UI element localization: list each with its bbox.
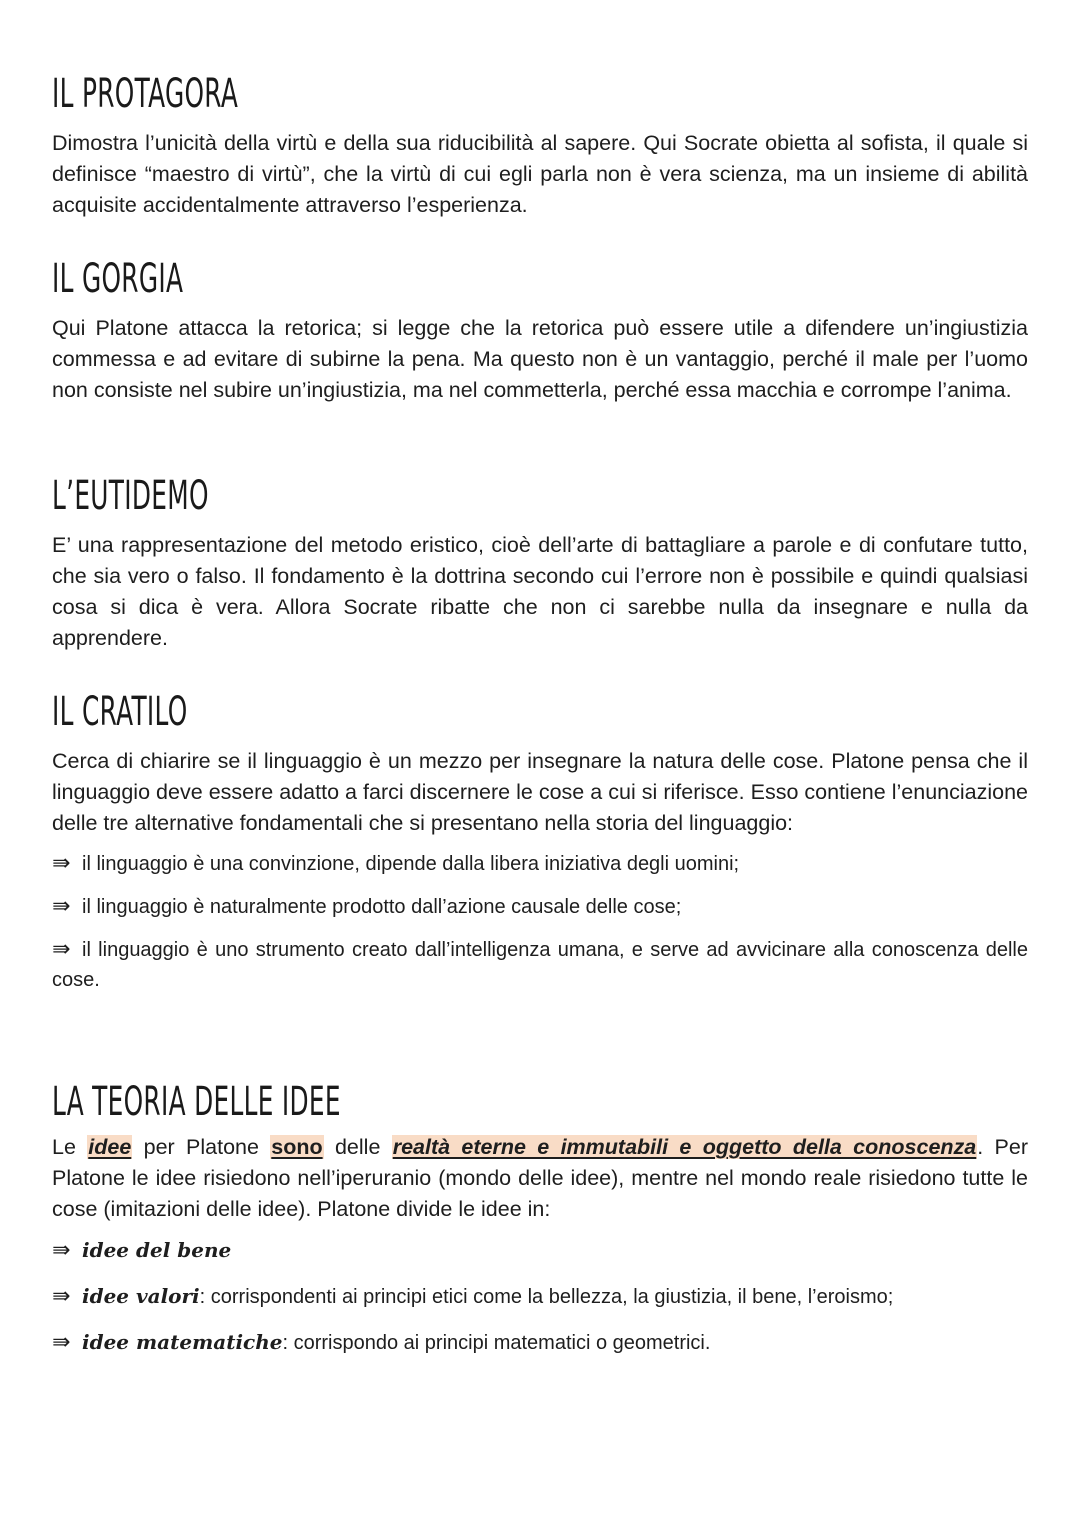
- list-item-text: il linguaggio è uno strumento creato dall’intelligenza umana, e serve ad avvicinare alla conoscenza delle cose.: [52, 939, 1028, 991]
- list-item: [52, 935, 1028, 995]
- double-arrow-icon: ⇛: [52, 851, 71, 876]
- section-title: IL CRATILO: [52, 689, 188, 735]
- double-arrow-icon: ⇛: [52, 937, 71, 962]
- highlight-sono: sono: [271, 1135, 323, 1159]
- list-item-text: : corrispondo ai principi matematici o geometrici.: [282, 1332, 711, 1354]
- list-item: [52, 1281, 1028, 1312]
- list-item-term: idee matematiche: [82, 1330, 283, 1354]
- section-cratilo: [52, 688, 1028, 995]
- text-run: per Platone: [132, 1135, 271, 1159]
- list-item-term: idee valori: [82, 1284, 200, 1308]
- text-run: Le: [52, 1135, 88, 1159]
- list-item: [52, 1327, 1028, 1358]
- section-eutidemo: [52, 472, 1028, 654]
- section-gorgia: [52, 255, 1028, 406]
- highlight-realta: realtà eterne e immutabili e oggetto della conoscenza: [392, 1135, 977, 1159]
- list-item-term: idee del bene: [82, 1238, 232, 1262]
- section-text: Qui Platone attacca la retorica; si legge che la retorica può essere utile a difendere un’ingiustizia commessa e ad evitare di subirne la pena. Ma questo non è un vantaggio, perché il male per l’uomo non consiste nel subire un’ingiustizia, ma nel commetterla, perché essa macchia e corrompe l’anima.: [52, 316, 1028, 402]
- list-item-text: : corrispondenti ai principi etici come la bellezza, la giustizia, il bene, l’eroismo;: [199, 1286, 894, 1308]
- list-item: [52, 849, 1028, 879]
- text-run: delle: [323, 1135, 392, 1159]
- double-arrow-icon: ⇛: [52, 1284, 71, 1309]
- double-arrow-icon: ⇛: [52, 894, 71, 919]
- section-text: [52, 1132, 1028, 1225]
- list-item-text: il linguaggio è una convinzione, dipende dalla libera iniziativa degli uomini;: [82, 853, 740, 875]
- section-teoria-idee: [52, 1078, 1028, 1358]
- list-item: [52, 1235, 1028, 1266]
- section-title: LA TEORIA DELLE IDEE: [52, 1079, 341, 1125]
- section-text: E’ una rappresentazione del metodo eristico, cioè dell’arte di battagliare a parole e di confutare tutto, che sia vero o falso. Il fondamento è la dottrina secondo cui l’errore non è possibile e quindi qualsiasi cosa si dica è vera. Allora Socrate ribatte che non ci sarebbe nulla da insegnare e nulla da apprendere.: [52, 533, 1028, 650]
- section-title: L’EUTIDEMO: [52, 473, 209, 519]
- text-run: . Per Platone le idee risiedono nell’iperuranio (mondo delle idee), mentre nel mondo reale risiedono tutte le cose (imitazioni delle idee). Platone divide le idee in:: [52, 1135, 1029, 1221]
- double-arrow-icon: ⇛: [52, 1238, 71, 1263]
- highlight-idee: idee: [88, 1135, 132, 1159]
- section-title: IL PROTAGORA: [52, 71, 239, 117]
- section-title: IL GORGIA: [52, 256, 184, 302]
- list-item: [52, 892, 1028, 922]
- double-arrow-icon: ⇛: [52, 1330, 71, 1355]
- section-protagora: [52, 70, 1028, 221]
- list-item-text: il linguaggio è naturalmente prodotto dall’azione causale delle cose;: [82, 896, 682, 918]
- section-text: Cerca di chiarire se il linguaggio è un mezzo per insegnare la natura delle cose. Platone pensa che il linguaggio deve essere adatto a farci discernere le cose a cui si riferisce. Esso contiene l’enunciazione delle tre alternative fondamentali che si presentano nella storia del linguaggio:: [52, 749, 1028, 835]
- section-text: Dimostra l’unicità della virtù e della sua riducibilità al sapere. Qui Socrate obietta al sofista, il quale si definisce “maestro di virtù”, che la virtù di cui egli parla non è vera scienza, ma un insieme di abilità acquisite accidentalmente attraverso l’esperienza.: [52, 131, 1028, 217]
